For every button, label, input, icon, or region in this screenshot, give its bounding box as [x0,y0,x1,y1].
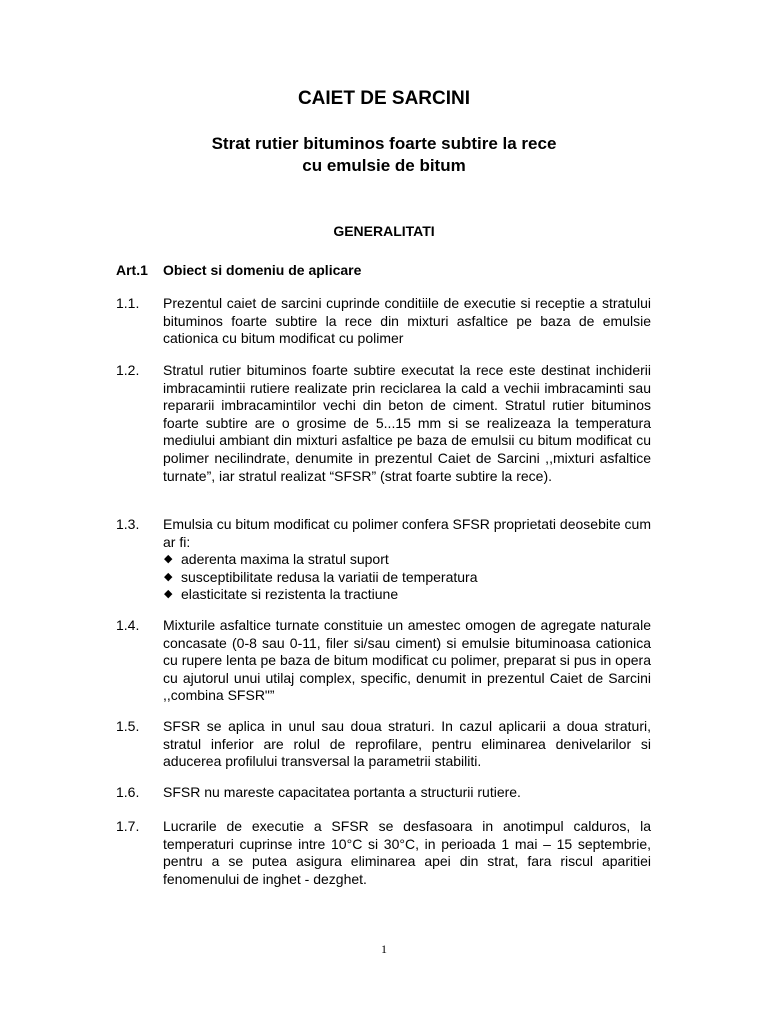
article-heading [116,260,361,280]
paragraph-number: 1.5. [116,718,140,734]
list-item [163,551,651,569]
paragraph-number: 1.1. [116,295,140,311]
paragraph-1-4 [116,617,651,705]
paragraph-text: Mixturile asfaltice turnate constituie un amestec omogen de agregate naturale concasate (0-8 sau 0-11, filer si/sau ciment) si emulsie bituminoasa cationica cu rupere lenta pe baza de bitum modificat cu polimer, preparat si pus in opera cu ajutorul unui utilaj complex, specific, denumit in prezentul Caiet de Sarcini ,,combina SFSR"” [163,617,651,704]
paragraph-text: Prezentul caiet de sarcini cuprinde conditiile de executie si receptie a stratului bituminos foarte subtire la rece din mixturi asfaltice pe baza de emulsie cationica cu bitum modificat cu polimer [163,295,651,347]
paragraph-number: 1.4. [116,617,140,633]
subtitle-line-1: Strat rutier bituminos foarte subtire la rece [211,134,557,153]
list-item [163,586,651,604]
paragraph-1-6 [116,784,651,802]
document-subtitle [0,133,768,177]
list-item-text: susceptibilitate redusa la variatii de temperatura [181,568,478,585]
paragraph-number: 1.3. [116,516,140,532]
paragraph-text: Stratul rutier bituminos foarte subtire executat la rece este destinat inchiderii imbracamintii rutiere realizate prin reciclarea la cald a vechii imbracaminti sau repararii imbracamintilor vechi din beton de ciment. Stratul rutier bituminos foarte subtire are o grosime de 5...15 mm si se realizeaza la temperatura mediului ambiant din mixturi asfaltice pe baza de emulsii cu bitum modificat cu polimer necilindrate, denumite in prezentul Caiet de Sarcini ,,mixturi asfaltice turnate”, iar stratul realizat “SFSR” (strat foarte subtire la rece). [163,362,651,484]
paragraph-1-3 [116,516,651,604]
article-title: Obiect si domeniu de aplicare [163,262,362,278]
paragraph-1-5 [116,718,651,771]
paragraph-1-1 [116,295,651,348]
paragraph-number: 1.6. [116,784,140,800]
article-number: Art.1 [116,262,148,278]
section-heading: GENERALITATI [333,223,435,239]
paragraph-number: 1.7. [116,818,140,834]
subtitle-line-2: cu emulsie de bitum [302,156,466,175]
paragraph-number: 1.2. [116,362,140,378]
page-number: 1 [381,942,387,956]
property-list [163,551,651,604]
paragraph-text: Emulsia cu bitum modificat cu polimer confera SFSR proprietati deosebite cum ar fi: [163,516,651,550]
document-title: CAIET DE SARCINI [297,88,471,109]
paragraph-text: SFSR se aplica in unul sau doua straturi. In cazul aplicarii a doua straturi, stratul inferior are rolul de reprofilare, pentru eliminarea denivelarilor si aducerea profilului transversal la parametrii stabiliti. [163,718,651,770]
diamond-bullet-icon: ◆ [164,588,173,601]
list-item [163,569,651,587]
list-item-text: elasticitate si rezistenta la tractiune [181,586,399,603]
list-item-text: aderenta maxima la stratul suport [181,551,389,568]
paragraph-text: SFSR nu mareste capacitatea portanta a structurii rutiere. [163,784,521,800]
paragraph-1-2 [116,362,651,485]
paragraph-1-7 [116,818,651,888]
paragraph-text: Lucrarile de executie a SFSR se desfasoara in anotimpul calduros, la temperaturi cuprinse intre 10°C si 30°C, in perioada 1 mai – 15 septembrie, pentru a se putea asigura eliminarea apei din strat, fara riscul aparitiei fenomenului de inghet - dezghet. [163,818,651,887]
diamond-bullet-icon: ◆ [164,570,173,583]
diamond-bullet-icon: ◆ [164,553,173,566]
